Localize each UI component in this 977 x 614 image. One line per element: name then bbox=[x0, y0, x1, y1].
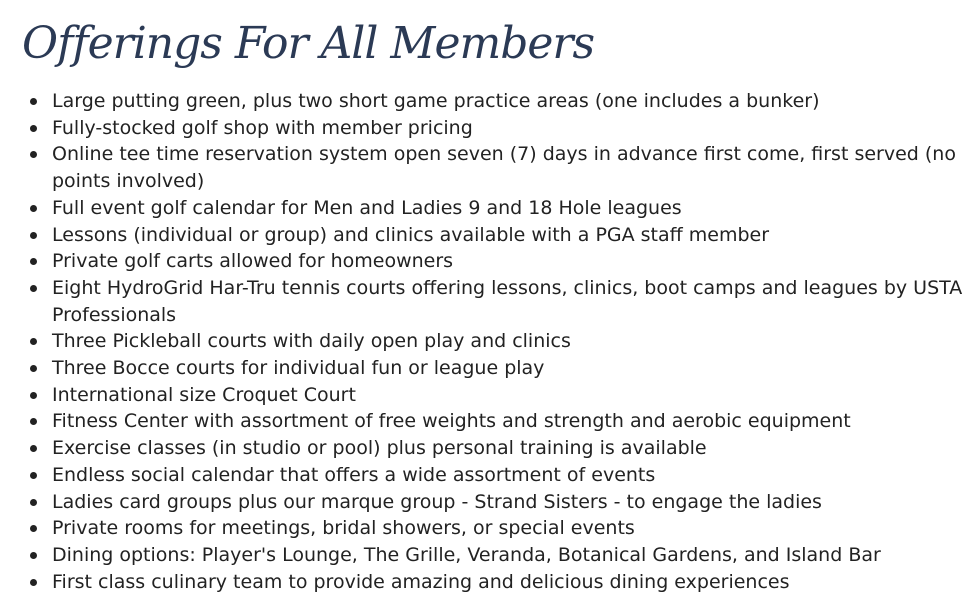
bullet-icon bbox=[30, 525, 37, 532]
offerings-list bbox=[28, 88, 968, 595]
list-item-text: Dining options: Player's Lounge, The Grille, Veranda, Botanical Gardens, and Island Bar bbox=[52, 543, 881, 566]
bullet-icon bbox=[30, 552, 37, 559]
list-item bbox=[28, 542, 968, 569]
list-item bbox=[28, 489, 968, 516]
list-item-text: Ladies card groups plus our marque group - Strand Sisters - to engage the ladies bbox=[52, 490, 822, 513]
list-item-text: Large putting green, plus two short game practice areas (one includes a bunker) bbox=[52, 90, 820, 112]
list-item-text: Lessons (individual or group) and clinics available with a PGA staff member bbox=[52, 223, 770, 246]
list-item bbox=[28, 275, 968, 328]
list-item-text: Private rooms for meetings, bridal showers, or special events bbox=[52, 517, 635, 540]
list-item bbox=[28, 328, 968, 355]
list-item-text: Three Pickleball courts with daily open play and clinics bbox=[52, 330, 571, 353]
page-title: Offerings For All Members bbox=[22, 18, 595, 69]
list-item-text: Private golf carts allowed for homeowners bbox=[52, 250, 454, 273]
bullet-icon bbox=[30, 98, 37, 105]
bullet-icon bbox=[30, 125, 37, 132]
list-item bbox=[28, 462, 968, 489]
list-item-text: Endless social calendar that offers a wide assortment of events bbox=[52, 463, 656, 486]
list-item-text: Fitness Center with assortment of free weights and strength and aerobic equipment bbox=[52, 410, 851, 433]
list-item-text: Three Bocce courts for individual fun or league play bbox=[52, 357, 545, 380]
list-item bbox=[28, 382, 968, 409]
list-item bbox=[28, 515, 968, 542]
bullet-icon bbox=[30, 232, 37, 239]
list-item-text: First class culinary team to provide amazing and delicious dining experiences bbox=[52, 570, 790, 593]
bullet-icon bbox=[30, 338, 37, 345]
bullet-icon bbox=[30, 258, 37, 265]
list-item bbox=[28, 408, 968, 435]
bullet-icon bbox=[30, 365, 37, 372]
list-item-text: International size Croquet Court bbox=[52, 383, 356, 406]
list-item bbox=[28, 248, 968, 275]
bullet-icon bbox=[30, 205, 37, 212]
list-item bbox=[28, 115, 968, 142]
bullet-icon bbox=[30, 151, 37, 158]
list-item-text: Eight HydroGrid Har-Tru tennis courts offering lessons, clinics, boot camps and leagues by USTA Professionals bbox=[52, 276, 963, 326]
list-item bbox=[28, 435, 968, 462]
bullet-icon bbox=[30, 285, 37, 292]
list-item bbox=[28, 355, 968, 382]
bullet-icon bbox=[30, 392, 37, 399]
list-item bbox=[28, 195, 968, 222]
bullet-icon bbox=[30, 499, 37, 506]
list-item-text: Full event golf calendar for Men and Ladies 9 and 18 Hole leagues bbox=[52, 196, 682, 219]
bullet-icon bbox=[30, 418, 37, 425]
list-item-text: Online tee time reservation system open seven (7) days in advance first come, first served (no points involved) bbox=[52, 143, 956, 193]
list-item-text: Fully-stocked golf shop with member pricing bbox=[52, 116, 473, 139]
list-item bbox=[28, 88, 968, 115]
bullet-icon bbox=[30, 472, 37, 479]
bullet-icon bbox=[30, 579, 37, 586]
bullet-icon bbox=[30, 445, 37, 452]
list-item bbox=[28, 222, 968, 249]
list-item bbox=[28, 141, 968, 194]
list-item bbox=[28, 569, 968, 596]
list-item-text: Exercise classes (in studio or pool) plus personal training is available bbox=[52, 437, 707, 460]
